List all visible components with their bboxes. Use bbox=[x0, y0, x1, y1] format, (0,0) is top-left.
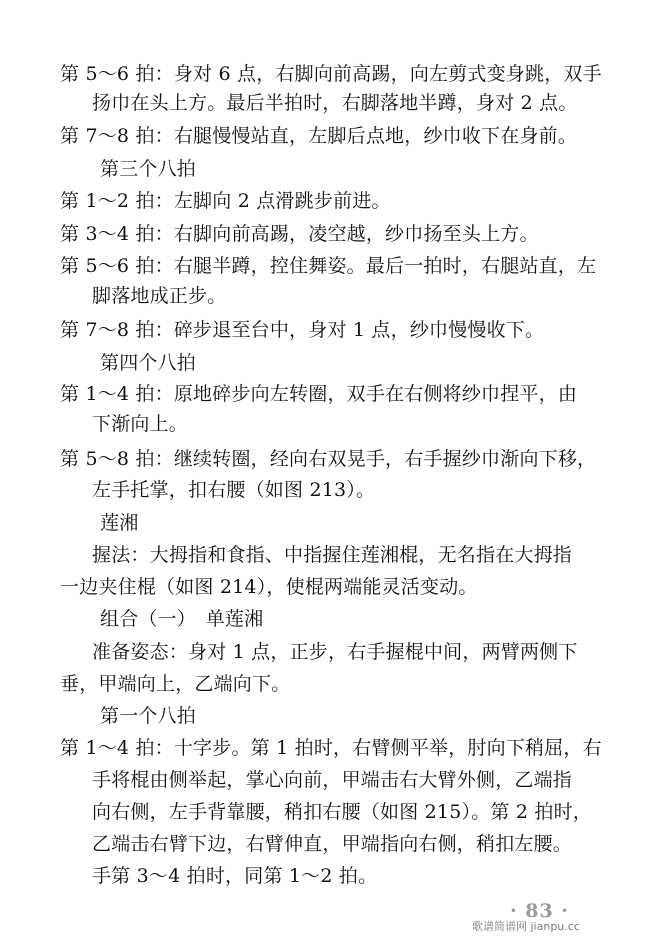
text-line-1: 第 5～6 拍：身对 6 点，右脚向前高踢，向左剪式变身跳，双手 bbox=[60, 63, 602, 85]
text-line-19: 准备姿态：身对 1 点，正步，右手握棍中间，两臂两侧下 bbox=[92, 641, 578, 663]
text-line-9: 第 7～8 拍：碎步退至台中，身对 1 点，纱巾慢慢收下。 bbox=[60, 319, 545, 341]
text-line-14: 左手托掌，扣右腰（如图 213）。 bbox=[92, 479, 376, 501]
text-line-8: 脚落地成正步。 bbox=[92, 285, 227, 307]
text-line-2: 扬巾在头上方。最后半拍时，右脚落地半蹲，身对 2 点。 bbox=[92, 92, 578, 114]
watermark: 歌谱简谱网 jianpu.cc bbox=[472, 920, 580, 933]
section-heading-fourth-eight-beats: 第四个八拍 bbox=[100, 352, 197, 374]
section-heading-third-eight-beats: 第三个八拍 bbox=[100, 158, 197, 180]
page-number: · 83 · bbox=[510, 900, 569, 922]
text-line-16: 握法：大拇指和食指、中指握住莲湘棍，无名指在大拇指 bbox=[92, 544, 573, 566]
text-line-13: 第 5～8 拍：继续转圈，经向右双晃手，右手握纱巾渐向下移， bbox=[60, 448, 597, 470]
text-line-6: 第 3～4 拍：右脚向前高踢，凌空越，纱巾扬至头上方。 bbox=[60, 223, 539, 245]
text-line-7: 第 5～6 拍：右腿半蹲，控住舞姿。最后一拍时，右腿站直，左 bbox=[60, 255, 597, 277]
text-line-23: 手将棍由侧举起，掌心向前，甲端击右大臂外侧，乙端指 bbox=[92, 769, 573, 791]
section-heading-combination-one: 组合（一） 单莲湘 bbox=[100, 608, 264, 630]
text-line-25: 乙端击右臂下边，右臂伸直，甲端指向右侧，稍扣左腰。 bbox=[92, 833, 573, 855]
text-line-11: 第 1～4 拍：原地碎步向左转圈，双手在右侧将纱巾捏平，由 bbox=[60, 383, 578, 405]
text-line-3: 第 7～8 拍：右腿慢慢站直，左脚后点地，纱巾收下在身前。 bbox=[60, 125, 578, 147]
text-line-24: 向右侧，左手背靠腰，稍扣右腰（如图 215）。第 2 拍时， bbox=[92, 801, 592, 823]
text-line-26: 手第 3～4 拍时，同第 1～2 拍。 bbox=[92, 865, 378, 887]
text-line-22: 第 1～4 拍：十字步。第 1 拍时，右臂侧平举，肘向下稍屈，右 bbox=[60, 737, 602, 759]
section-heading-first-eight-beats: 第一个八拍 bbox=[100, 705, 197, 727]
section-heading-lianxiang: 莲湘 bbox=[100, 512, 139, 534]
text-line-5: 第 1～2 拍：左脚向 2 点滑跳步前进。 bbox=[60, 190, 391, 212]
text-line-17: 一边夹住棍（如图 214），使棍两端能灵活变动。 bbox=[60, 576, 478, 598]
text-line-12: 下渐向上。 bbox=[92, 413, 189, 435]
text-line-20: 垂，甲端向上，乙端向下。 bbox=[60, 673, 291, 695]
